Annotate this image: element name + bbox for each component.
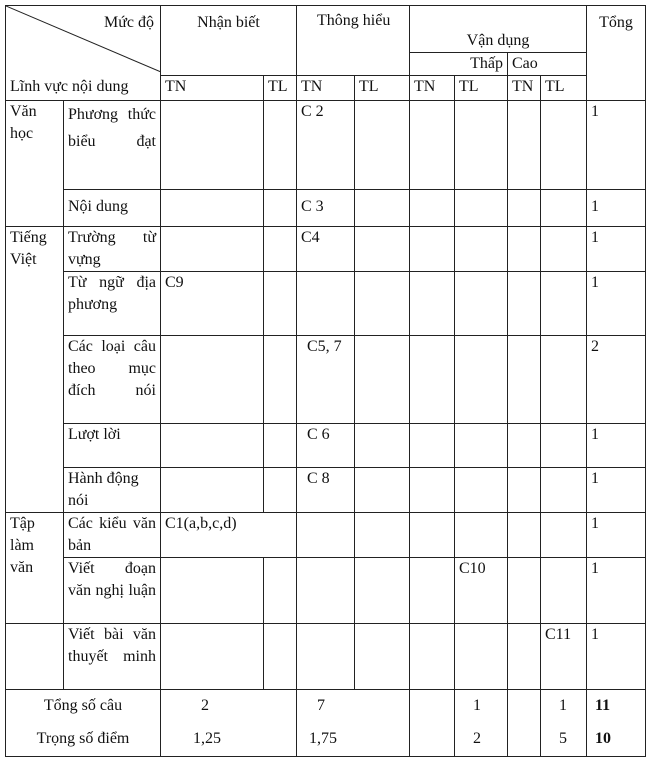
content-cell: Viết bài văn thuyết minh [64, 624, 161, 690]
table-row [6, 513, 646, 558]
tong-header: Tổng [587, 6, 646, 101]
sub-header-cao-tn: TN [508, 76, 541, 101]
content-cell: Các kiểu văn bản [64, 513, 161, 558]
table-row [6, 101, 646, 190]
content-cell: Nội dung [64, 190, 161, 227]
total-cell: 1 [587, 468, 646, 513]
content-cell: Các loại câu theo mục đích nói [64, 336, 161, 424]
group-van-hoc: Văn học [6, 101, 64, 227]
th-tn-cell: C5, 7 [297, 336, 355, 424]
content-cell: Trường từ vựng [64, 227, 161, 272]
table-row [6, 558, 646, 624]
tong-so-cau-nb: 2 [161, 690, 297, 722]
muc-do-label: Mức độ [104, 14, 154, 31]
thap-tl-cell: C10 [455, 558, 508, 624]
van-dung-header: Vận dụng [410, 6, 587, 53]
th-tn-cell: C4 [297, 227, 355, 272]
table-row [6, 272, 646, 336]
sub-header-nb-tl: TL [264, 76, 297, 101]
table-row [6, 336, 646, 424]
sub-header-vd-tn: TN [410, 76, 455, 101]
content-cell: Lượt lời [64, 424, 161, 468]
trong-so-label: Trọng số điểm [6, 722, 161, 757]
thong-hieu-header: Thông hiểu [297, 6, 410, 76]
total-cell: 1 [587, 558, 646, 624]
nb-tn-cell: C9 [161, 272, 264, 336]
th-tn-cell: C 3 [297, 190, 355, 227]
content-cell: Hành động nói [64, 468, 161, 513]
sub-header-th-tn: TN [297, 76, 355, 101]
total-cell: 1 [587, 513, 646, 558]
content-cell: Viết đoạn văn nghị luận [64, 558, 161, 624]
th-tn-cell: C 8 [297, 468, 355, 513]
nb-tn-cell: C1(a,b,c,d) [161, 513, 297, 558]
content-cell: Phương thức biểu đạt [64, 101, 161, 190]
total-cell: 1 [587, 101, 646, 190]
diagonal-header-cell [6, 6, 161, 101]
trong-so-th: 1,75 [297, 722, 410, 757]
group-tieng-viet: Tiếng Việt [6, 227, 64, 513]
table-row [6, 190, 646, 227]
thap-header: Thấp [410, 53, 508, 76]
table-row [6, 227, 646, 272]
table-row [6, 624, 646, 690]
total-cell: 1 [587, 227, 646, 272]
total-cell: 1 [587, 624, 646, 690]
cao-tl-cell: C11 [541, 624, 587, 690]
tong-so-cau-thap: 1 [455, 690, 508, 722]
group-tap-lam-van: Tập làm văn [6, 513, 64, 624]
matrix-document [5, 5, 646, 757]
trong-so-nb: 1,25 [161, 722, 297, 757]
tong-so-cau-total: 11 [587, 690, 646, 722]
sub-header-nb-tn: TN [161, 76, 264, 101]
exam-matrix-table [5, 5, 646, 757]
sub-header-cao-tl: TL [541, 76, 587, 101]
th-tn-cell: C 2 [297, 101, 355, 190]
content-cell: Từ ngữ địa phương [64, 272, 161, 336]
trong-so-cao: 5 [541, 722, 587, 757]
summary-row-trong-so [6, 722, 646, 757]
tong-so-cau-label: Tổng số câu [6, 690, 161, 722]
tong-so-cau-th: 7 [297, 690, 410, 722]
sub-header-thap-tl: TL [455, 76, 508, 101]
sub-header-th-tl: TL [355, 76, 410, 101]
total-cell: 1 [587, 190, 646, 227]
trong-so-total: 10 [587, 722, 646, 757]
table-row [6, 468, 646, 513]
summary-row-tong-so-cau [6, 690, 646, 722]
tong-so-cau-cao: 1 [541, 690, 587, 722]
total-cell: 1 [587, 424, 646, 468]
th-tn-cell: C 6 [297, 424, 355, 468]
cao-header: Cao [508, 53, 587, 76]
table-row [6, 424, 646, 468]
trong-so-thap: 2 [455, 722, 508, 757]
nhan-biet-header: Nhận biết [161, 6, 297, 76]
total-cell: 2 [587, 336, 646, 424]
total-cell: 1 [587, 272, 646, 336]
linh-vuc-label: Lĩnh vực nội dung [10, 78, 129, 95]
